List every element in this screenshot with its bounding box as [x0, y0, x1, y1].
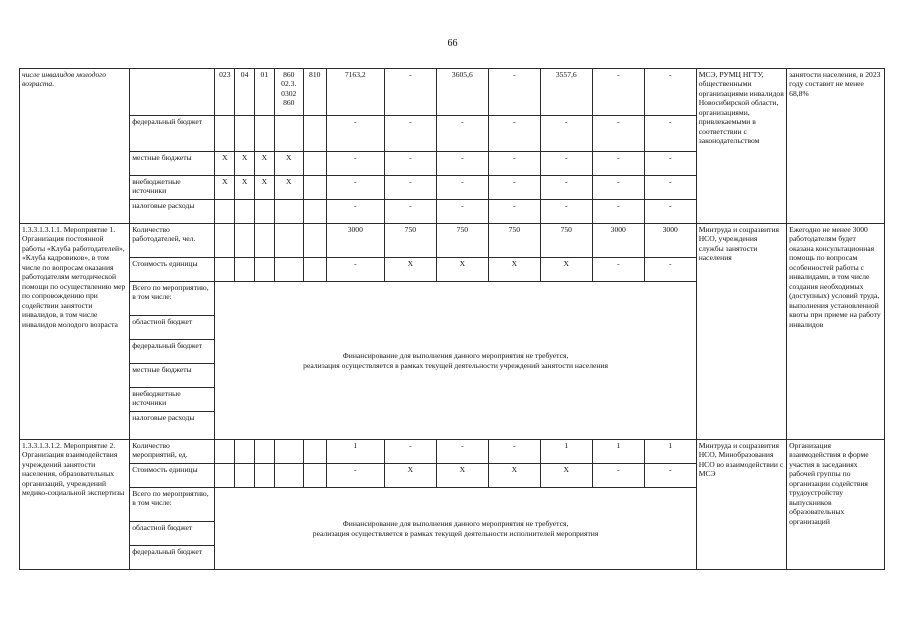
table-row: областной бюджет — [20, 522, 885, 546]
table-row: налоговые расходы - - - - - - - — [20, 200, 885, 224]
table-row: внебюджетные источники X X X X - - - - - - - — [20, 176, 885, 200]
financing-note: Финансирование для выполнения данного мероприятия не требуется, реализация осуществляется в рамках текущей деятельности исполнителей мероприятия — [215, 488, 696, 570]
table-row: Стоимость единицы - X X X X - - — [20, 258, 885, 282]
executor-cell: МСЭ, РУМЦ НГТУ, общественными организациями инвалидов Новосибирской области, организациями, привлекаемыми в соответствии с законодательством — [696, 69, 786, 224]
table-row: налоговые расходы — [20, 412, 885, 440]
result-cell: занятости населения, в 2023 году составит не менее 68,8% — [787, 69, 885, 224]
table-row: Всего по мероприятию, в том числе: Финансирование для выполнения данного мероприятия не требуется, реализация осуществляется в рамках текущей деятельности учреждений занятости населения — [20, 282, 885, 316]
financing-note: Финансирование для выполнения данного мероприятия не требуется, реализация осуществляется в рамках текущей деятельности учреждений занятости населения — [215, 282, 696, 440]
program-table — [19, 68, 885, 570]
result-cell: Ежегодно не менее 3000 работодателям будет оказана консультационная помощь по вопросам особенностей работы с инвалидами, в том числе создания необходимых (доступных) условий труда, выполнения установленной квоты при приеме на работу инвалидов — [787, 224, 885, 440]
table-row: 1.3.3.1.3.1.2. Мероприятие 2. Организация взаимодействия учреждений занятости населения, образовательных организаций, учреждений медико-социальной экспертизы Количество мероприятий, ед. 1 - - - 1 1 1 Минтруда и соцразвития НСО, Минобразования НСО во взаимодействии с МСЭ Организация взаимодействия в форме участия в заседаниях рабочей группы по организации содействия трудоустройству выпускников образовательных организаций — [20, 440, 885, 464]
result-cell: Организация взаимодействия в форме участия в заседаниях рабочей группы по организации содействия трудоустройству выпускников образовательных организаций — [787, 440, 885, 570]
table-row: местные бюджеты — [20, 364, 885, 388]
table-row: областной бюджет — [20, 316, 885, 340]
table-row: внебюджетные источники — [20, 388, 885, 412]
table-row: местные бюджеты X X X X - - - - - - - — [20, 152, 885, 176]
table-row: Всего по мероприятию, в том числе: Финансирование для выполнения данного мероприятия не требуется, реализация осуществляется в рамках текущей деятельности исполнителей мероприятия — [20, 488, 885, 522]
table-row: Стоимость единицы - X X X X - - — [20, 464, 885, 488]
executor-cell: Минтруда и соцразвития НСО, Минобразования НСО во взаимодействии с МСЭ — [696, 440, 786, 570]
table-row: федеральный бюджет — [20, 546, 885, 570]
measure-title: 1.3.3.1.3.1.2. Мероприятие 2. Организация взаимодействия учреждений занятости населения, образовательных организаций, учреждений медико-социальной экспертизы — [20, 440, 130, 570]
table-row: числе инвалидов молодого возраста. 023 04 01 860 02.3. 0302 860 810 7163,2 - 3605,6 - 3557,6 - - МСЭ, РУМЦ НГТУ, общественными организациями инвалидов Новосибирской области, организациями, привлекаемыми в соответствии с законодательством занятости населения, в 2023 году составит не менее 68,8% — [20, 69, 885, 116]
measure-title: 1.3.3.1.3.1.1. Мероприятие 1. Организация постоянной работы «Клуба работодателей», «Клуба кадровиков», в том числе по вопросам оказания работодателям методической помощи по осуществлению мер по сопровождению при содействии занятости инвалидов, в том числе инвалидов молодого возраста — [20, 224, 130, 440]
executor-cell: Минтруда и соцразвития НСО, учреждения службы занятости населения — [696, 224, 786, 440]
table-row: федеральный бюджет - - - - - - - — [20, 116, 885, 152]
table-row: 1.3.3.1.3.1.1. Мероприятие 1. Организация постоянной работы «Клуба работодателей», «Клуба кадровиков», в том числе по вопросам оказания работодателям методической помощи по осуществлению мер по сопровождению при содействии занятости инвалидов, в том числе инвалидов молодого возраста Количество работодателей, чел. 3000 750 750 750 750 3000 3000 Минтруда и соцразвития НСО, учреждения службы занятости населения Ежегодно не менее 3000 работодателям будет оказана консультационная помощь по вопросам особенностей работы с инвалидами, в том числе создания необходимых (доступных) условий труда, выполнения установленной квоты при приеме на работу инвалидов — [20, 224, 885, 258]
row-label — [130, 69, 215, 116]
page-number: 66 — [447, 38, 458, 49]
measure-title: числе инвалидов молодого возраста. — [20, 69, 130, 224]
table-row: федеральный бюджет — [20, 340, 885, 364]
